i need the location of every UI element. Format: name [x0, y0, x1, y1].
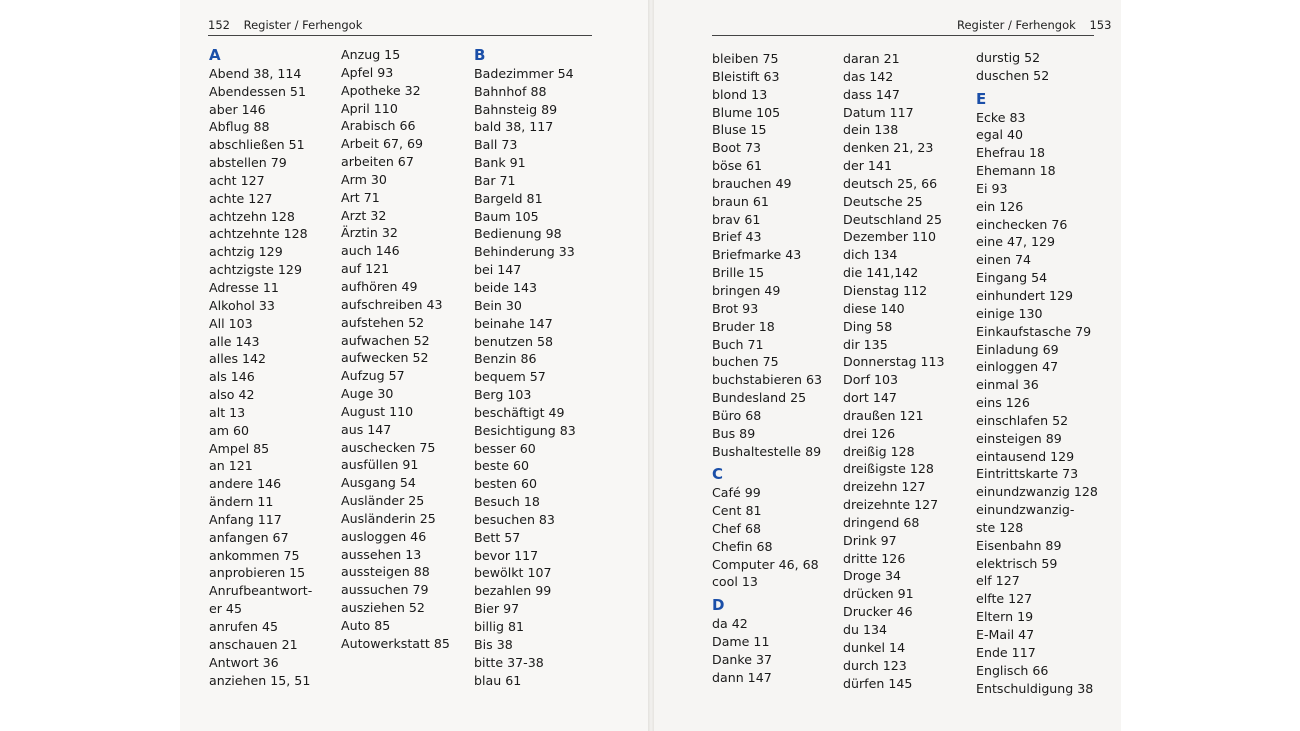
index-entry: einige 130: [976, 305, 1043, 321]
index-entry: Blume 105: [712, 104, 781, 120]
index-entry: Antwort 36: [209, 654, 279, 670]
index-entry: einschlafen 52: [976, 412, 1069, 428]
index-entry: Badezimmer 54: [474, 65, 574, 81]
index-column-1: [209, 47, 312, 689]
index-entry: denken 21, 23: [843, 140, 934, 156]
index-entry: aussuchen 79: [341, 582, 429, 598]
index-entry: Cent 81: [712, 503, 762, 519]
index-entry: Bargeld 81: [474, 190, 543, 206]
index-entry: also 42: [209, 387, 255, 403]
index-entry: Ball 73: [474, 137, 518, 153]
index-entry: achtzig 129: [209, 244, 283, 260]
index-entry: anfangen 67: [209, 529, 289, 545]
index-entry: Aufzug 57: [341, 368, 405, 384]
index-entry: bevor 117: [474, 547, 539, 563]
index-entry: anprobieren 15: [209, 565, 306, 581]
index-entry: Dame 11: [712, 634, 770, 649]
index-entry: Eltern 19: [976, 609, 1034, 625]
section-letter: A: [209, 46, 221, 64]
index-entry: Autowerkstatt 85: [341, 635, 450, 651]
index-entry: einundzwanzig 128: [976, 484, 1098, 500]
index-entry: Boot 73: [712, 140, 762, 156]
index-entry: alle 143: [209, 333, 260, 349]
index-entry: elfte 127: [976, 591, 1033, 607]
index-entry: Ende 117: [976, 644, 1036, 660]
index-entry: Bedienung 98: [474, 226, 562, 242]
index-entry: die 141,142: [843, 265, 919, 281]
index-entry: Arm 30: [341, 171, 387, 187]
index-entry: Ampel 85: [209, 440, 270, 456]
index-entry: achte 127: [209, 190, 273, 206]
index-entry: dritte 126: [843, 550, 906, 566]
index-column-5: [843, 50, 945, 692]
section-letter: C: [712, 465, 724, 484]
left-page-number: 152: [208, 18, 230, 32]
section-letter: B: [474, 46, 486, 64]
index-entry: Auge 30: [341, 386, 394, 402]
index-entry: Arbeit 67, 69: [341, 136, 424, 152]
index-entry: beste 60: [474, 458, 530, 474]
index-entry: ausziehen 52: [341, 600, 425, 616]
index-entry: Brot 93: [712, 300, 759, 316]
index-entry: beide 143: [474, 279, 538, 295]
index-entry: Anzug 15: [341, 47, 401, 62]
index-entry: Eingang 54: [976, 270, 1048, 286]
index-entry: Berg 103: [474, 387, 532, 403]
index-entry: Deutschland 25: [843, 211, 943, 227]
index-entry: Brief 43: [712, 229, 762, 245]
index-entry: dreizehnte 127: [843, 497, 939, 513]
index-entry: aber 146: [209, 101, 266, 117]
index-entry: Brille 15: [712, 265, 765, 281]
index-entry: anschauen 21: [209, 636, 298, 652]
index-entry: Ding 58: [843, 318, 893, 334]
index-entry: bleiben 75: [712, 51, 779, 66]
index-entry: Apfel 93: [341, 64, 394, 80]
index-entry: aufschreiben 43: [341, 296, 443, 312]
index-entry: Bleistift 63: [712, 68, 780, 84]
index-entry: cool 13: [712, 574, 758, 590]
index-entry: bei 147: [474, 262, 522, 278]
index-entry: Bushaltestelle 89: [712, 443, 822, 459]
index-entry: dich 134: [843, 247, 898, 263]
index-entry: ausfüllen 91: [341, 457, 419, 473]
index-entry: ausloggen 46: [341, 528, 427, 544]
index-entry: Chef 68: [712, 520, 761, 536]
index-entry: brauchen 49: [712, 175, 792, 191]
index-entry: Abendessen 51: [209, 83, 306, 99]
index-entry: aufhören 49: [341, 278, 418, 294]
index-entry: Computer 46, 68: [712, 556, 819, 572]
index-entry: August 110: [341, 403, 414, 419]
index-entry: ändern 11: [209, 494, 274, 510]
index-entry: April 110: [341, 100, 398, 116]
index-entry: billig 81: [474, 619, 525, 634]
index-entry: du 134: [843, 622, 888, 637]
index-entry: Bahnhof 88: [474, 83, 547, 99]
index-entry: Danke 37: [712, 651, 773, 667]
index-column-4: [712, 50, 822, 687]
index-entry: Drink 97: [843, 532, 897, 548]
index-column-6: [976, 49, 1098, 697]
index-entry: Ehemann 18: [976, 163, 1056, 179]
index-entry: Bett 57: [474, 529, 521, 545]
book-gutter: [648, 0, 654, 731]
index-entry: elf 127: [976, 573, 1020, 589]
index-entry: blond 13: [712, 86, 768, 102]
index-entry: Besichtigung 83: [474, 422, 576, 438]
index-entry: Adresse 11: [209, 279, 279, 295]
section-letter: D: [712, 596, 725, 615]
index-entry: einsteigen 89: [976, 430, 1062, 446]
index-entry: anrufen 45: [209, 619, 279, 634]
index-entry: als 146: [209, 369, 255, 385]
index-entry: Bus 89: [712, 425, 756, 441]
index-entry: Bluse 15: [712, 122, 767, 138]
index-entry: besser 60: [474, 440, 536, 456]
index-entry: bewölkt 107: [474, 565, 552, 581]
index-entry: Ärztin 32: [341, 225, 398, 241]
index-entry: besten 60: [474, 476, 537, 492]
index-entry: dass 147: [843, 86, 900, 102]
left-header-title: Register / Ferhengok: [243, 18, 363, 32]
index-entry: buchstabieren 63: [712, 372, 822, 388]
index-entry: eins 126: [976, 395, 1030, 411]
index-entry: Eintrittskarte 73: [976, 466, 1079, 482]
index-entry: eintausend 129: [976, 448, 1075, 464]
index-entry: Ausgang 54: [341, 475, 416, 491]
index-entry: bringen 49: [712, 282, 781, 298]
right-page-number: 153: [1089, 18, 1112, 32]
index-entry: bequem 57: [474, 369, 546, 385]
index-entry: Ausländer 25: [341, 493, 425, 509]
index-entry: Bein 30: [474, 297, 522, 313]
index-entry: Eisenbahn 89: [976, 537, 1062, 553]
index-entry: Donnerstag 113: [843, 354, 945, 370]
index-entry: drücken 91: [843, 586, 914, 602]
index-entry: Einladung 69: [976, 341, 1059, 357]
index-entry: draußen 121: [843, 407, 924, 423]
index-entry: Ehefrau 18: [976, 145, 1046, 161]
right-header-rule: [712, 35, 1094, 36]
index-entry: durstig 52: [976, 50, 1041, 65]
index-entry: dunkel 14: [843, 639, 906, 655]
index-entry: einloggen 47: [976, 359, 1059, 375]
index-entry: Buch 71: [712, 336, 764, 352]
index-entry: dreißig 128: [843, 443, 915, 459]
index-entry: Apotheke 32: [341, 82, 421, 98]
index-entry: abstellen 79: [209, 155, 287, 171]
index-entry: Englisch 66: [976, 662, 1049, 678]
index-entry: beinahe 147: [474, 315, 553, 331]
index-entry: Anfang 117: [209, 511, 282, 527]
index-entry: am 60: [209, 422, 250, 438]
index-entry: daran 21: [843, 51, 900, 66]
index-entry: abschließen 51: [209, 137, 305, 153]
index-entry: acht 127: [209, 172, 265, 188]
index-entry: einhundert 129: [976, 287, 1074, 303]
index-entry: beschäftigt 49: [474, 404, 565, 420]
index-entry: Art 71: [341, 189, 380, 205]
index-entry: der 141: [843, 158, 892, 174]
index-entry: Datum 117: [843, 104, 914, 120]
index-entry: dringend 68: [843, 514, 920, 530]
index-entry: auf 121: [341, 261, 390, 277]
index-entry: Bahnsteig 89: [474, 101, 558, 117]
index-entry: dort 147: [843, 390, 897, 406]
index-entry: Deutsche 25: [843, 193, 923, 209]
index-entry: böse 61: [712, 158, 763, 174]
index-entry: blau 61: [474, 672, 522, 688]
left-header-rule: [208, 35, 592, 36]
index-entry: aussehen 13: [341, 546, 422, 562]
index-entry: Auto 85: [341, 618, 391, 633]
index-entry: Baum 105: [474, 208, 539, 224]
index-entry: Bar 71: [474, 172, 516, 188]
index-entry: einchecken 76: [976, 216, 1068, 232]
index-entry: ein 126: [976, 198, 1024, 214]
index-entry: da 42: [712, 616, 748, 632]
index-entry: elektrisch 59: [976, 555, 1058, 571]
index-entry: durch 123: [843, 657, 907, 673]
index-entry: bezahlen 99: [474, 583, 552, 599]
index-entry: dreißigste 128: [843, 461, 934, 477]
index-entry: Besuch 18: [474, 494, 540, 510]
index-entry: aufwecken 52: [341, 350, 429, 366]
index-entry: dürfen 145: [843, 675, 913, 691]
index-entry: Bis 38: [474, 636, 513, 652]
index-entry: Büro 68: [712, 407, 762, 423]
index-entry: auch 146: [341, 243, 400, 259]
index-entry: an 121: [209, 458, 253, 474]
index-entry: Café 99: [712, 485, 761, 501]
left-page-header: [208, 18, 362, 32]
index-entry: Drucker 46: [843, 604, 913, 620]
index-entry: Droge 34: [843, 568, 902, 584]
index-entry: egal 40: [976, 127, 1023, 143]
index-entry: Arzt 32: [341, 207, 387, 223]
index-entry: das 142: [843, 68, 894, 84]
index-entry: Alkohol 33: [209, 297, 275, 313]
index-entry: Briefmarke 43: [712, 247, 802, 263]
index-entry: Anrufbeantwort-: [209, 583, 313, 599]
index-entry: bald 38, 117: [474, 119, 554, 135]
index-entry: bitte 37-38: [474, 654, 544, 670]
index-entry: er 45: [209, 601, 242, 617]
index-entry: eine 47, 129: [976, 234, 1056, 250]
index-entry: buchen 75: [712, 354, 779, 370]
index-entry: einmal 36: [976, 377, 1039, 393]
index-entry: Ei 93: [976, 180, 1008, 196]
index-entry: auschecken 75: [341, 439, 436, 455]
index-entry: aussteigen 88: [341, 564, 430, 580]
index-entry: anziehen 15, 51: [209, 672, 311, 688]
index-entry: aufstehen 52: [341, 314, 425, 330]
index-entry: Behinderung 33: [474, 244, 575, 260]
index-entry: duschen 52: [976, 67, 1050, 83]
index-entry: Ausländerin 25: [341, 510, 436, 526]
index-entry: aus 147: [341, 421, 392, 437]
index-entry: dann 147: [712, 669, 772, 685]
index-column-2: [341, 46, 450, 653]
index-entry: benutzen 58: [474, 333, 554, 349]
index-entry: Bank 91: [474, 155, 526, 171]
index-entry: dreizehn 127: [843, 479, 926, 495]
index-entry: brav 61: [712, 211, 761, 227]
index-entry: dir 135: [843, 336, 888, 352]
index-entry: besuchen 83: [474, 511, 555, 527]
index-column-3: [474, 47, 576, 689]
index-entry: Dorf 103: [843, 372, 899, 388]
index-entry: einen 74: [976, 252, 1031, 268]
index-entry: ankommen 75: [209, 547, 300, 563]
index-entry: diese 140: [843, 300, 905, 316]
index-entry: braun 61: [712, 193, 769, 209]
index-entry: Chefin 68: [712, 538, 773, 554]
index-entry: Dezember 110: [843, 229, 937, 245]
index-entry: ste 128: [976, 519, 1024, 535]
index-entry: Dienstag 112: [843, 282, 928, 298]
index-entry: Bier 97: [474, 601, 520, 617]
right-page-header: [957, 18, 1111, 32]
index-entry: Einkaufstasche 79: [976, 323, 1092, 339]
index-entry: Bundesland 25: [712, 390, 807, 406]
index-entry: All 103: [209, 315, 253, 331]
index-entry: achtzigste 129: [209, 262, 302, 278]
index-entry: andere 146: [209, 476, 282, 492]
index-entry: aufwachen 52: [341, 332, 430, 348]
index-entry: Arabisch 66: [341, 118, 416, 134]
index-entry: alles 142: [209, 351, 267, 367]
index-entry: achtzehn 128: [209, 208, 295, 224]
index-entry: Abend 38, 114: [209, 65, 302, 81]
index-entry: alt 13: [209, 404, 246, 420]
index-entry: einundzwanzig-: [976, 502, 1075, 518]
index-entry: arbeiten 67: [341, 154, 414, 170]
right-header-title: Register / Ferhengok: [957, 18, 1076, 32]
index-entry: dein 138: [843, 122, 899, 138]
index-entry: deutsch 25, 66: [843, 175, 938, 191]
section-letter: E: [976, 89, 987, 108]
index-entry: achtzehnte 128: [209, 226, 308, 242]
index-entry: Bruder 18: [712, 318, 775, 334]
index-entry: Entschuldigung 38: [976, 680, 1094, 696]
index-entry: Abflug 88: [209, 119, 270, 135]
index-entry: Ecke 83: [976, 109, 1026, 125]
index-entry: E-Mail 47: [976, 627, 1035, 642]
index-entry: Benzin 86: [474, 351, 537, 367]
index-entry: drei 126: [843, 425, 896, 441]
